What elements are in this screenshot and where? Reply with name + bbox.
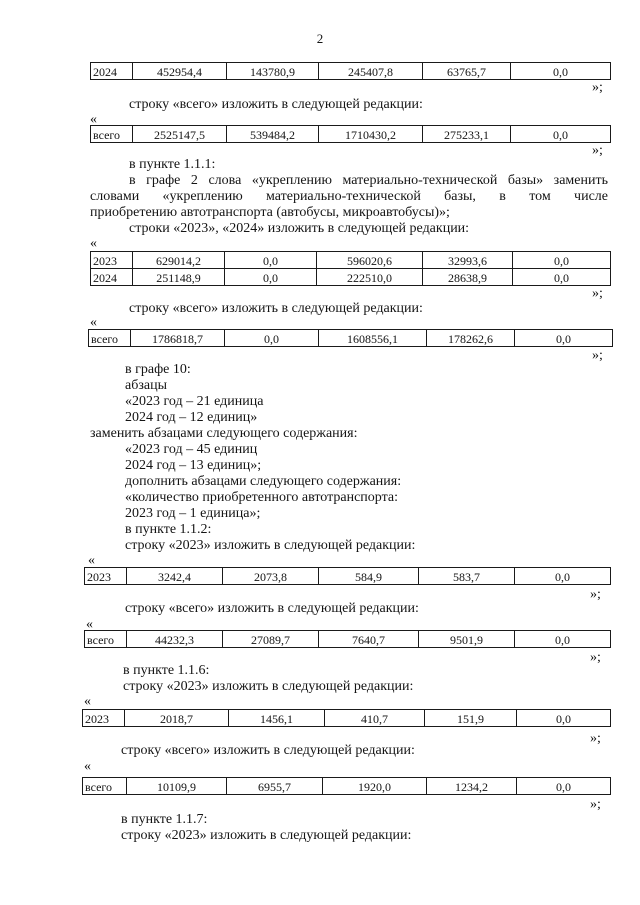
table-cell: 0,0 — [513, 269, 611, 286]
table-cell: 0,0 — [511, 126, 611, 143]
instruction-line: в пункте 1.1.2: — [125, 522, 212, 537]
table-cell: 3242,4 — [127, 568, 223, 585]
table-cell: всего — [91, 126, 133, 143]
table-cell: 0,0 — [225, 330, 319, 347]
table-cell: 63765,7 — [423, 63, 511, 80]
closing-quote: »; — [592, 286, 603, 301]
table-cell: 584,9 — [319, 568, 419, 585]
table-row — [91, 269, 611, 286]
table-cell: 0,0 — [225, 252, 317, 269]
table-row-total — [90, 125, 611, 143]
table-rows-2023-2024 — [90, 251, 611, 286]
table-cell: 0,0 — [515, 568, 611, 585]
instruction-line: строку «2023» изложить в следующей редакции: — [123, 679, 414, 694]
table-row-total — [82, 777, 611, 795]
table-cell: 0,0 — [511, 63, 611, 80]
table-cell: 0,0 — [515, 330, 613, 347]
table-cell: 2023 — [91, 252, 133, 269]
instruction-line: строку «всего» изложить в следующей редакции: — [121, 743, 415, 758]
table-cell: 27089,7 — [223, 631, 319, 648]
paragraph-replacement — [90, 173, 608, 221]
table-cell: 32993,6 — [423, 252, 513, 269]
table-cell: 452954,4 — [133, 63, 227, 80]
table-cell: 539484,2 — [227, 126, 319, 143]
table-row-2024 — [90, 62, 611, 80]
table-cell: 1234,2 — [427, 778, 517, 795]
table-cell: 9501,9 — [419, 631, 515, 648]
table-cell: 0,0 — [517, 710, 611, 727]
table-cell: 1920,0 — [323, 778, 427, 795]
table-cell: 1786818,7 — [131, 330, 225, 347]
table-cell: 1456,1 — [229, 710, 325, 727]
table-row-2023 — [84, 567, 611, 585]
table-cell: 7640,7 — [319, 631, 419, 648]
table-cell: 151,9 — [425, 710, 517, 727]
table-cell: 2525147,5 — [133, 126, 227, 143]
instruction-line: строку «всего» изложить в следующей редакции: — [129, 301, 423, 316]
opening-quote: « — [90, 112, 97, 127]
table-cell: 629014,2 — [133, 252, 225, 269]
instruction-line: «2023 год – 21 единица — [125, 394, 264, 409]
table-cell: всего — [85, 631, 127, 648]
instruction-line: «количество приобретенного автотранспорта: — [125, 490, 398, 505]
opening-quote: « — [86, 617, 93, 632]
table-cell: 0,0 — [515, 631, 611, 648]
table-cell: 596020,6 — [317, 252, 423, 269]
table-cell: 178262,6 — [427, 330, 515, 347]
table-cell: 2024 — [91, 269, 133, 286]
instruction-line: строку «всего» изложить в следующей редакции: — [125, 601, 419, 616]
paragraph-line: в графе 2 слова «укреплению материально-технической базы» заменить — [129, 173, 608, 188]
table-cell: всего — [89, 330, 131, 347]
table-cell: 1710430,2 — [319, 126, 423, 143]
closing-quote: »; — [592, 80, 603, 95]
table-cell: 2023 — [85, 568, 127, 585]
instruction-line: в пункте 1.1.1: — [129, 157, 216, 172]
table-row — [91, 252, 611, 269]
closing-quote: »; — [592, 348, 603, 363]
closing-quote: »; — [590, 797, 601, 812]
table-cell: 2018,7 — [125, 710, 229, 727]
instruction-line: в пункте 1.1.6: — [123, 663, 210, 678]
table-cell: 10109,9 — [127, 778, 227, 795]
instruction-line: 2023 год – 1 единица»; — [125, 506, 261, 521]
table-cell: 275233,1 — [423, 126, 511, 143]
opening-quote: « — [84, 759, 91, 774]
table-cell: 251148,9 — [133, 269, 225, 286]
table-cell: 583,7 — [419, 568, 515, 585]
closing-quote: »; — [590, 650, 601, 665]
table-cell: 410,7 — [325, 710, 425, 727]
instruction-line: строку «2023» изложить в следующей редакции: — [121, 828, 412, 843]
opening-quote: « — [88, 553, 95, 568]
table-cell: 6955,7 — [227, 778, 323, 795]
opening-quote: « — [90, 236, 97, 251]
table-cell: 0,0 — [225, 269, 317, 286]
table-row-total — [84, 630, 611, 648]
paragraph-line: приобретению автотранспорта (автобусы, микроавтобусы)»; — [90, 205, 450, 220]
table-cell: всего — [83, 778, 127, 795]
table-cell: 1608556,1 — [319, 330, 427, 347]
instruction-line: абзацы — [125, 378, 167, 393]
opening-quote: « — [90, 315, 97, 330]
instruction-line: строку «всего» изложить в следующей редакции: — [129, 97, 423, 112]
closing-quote: »; — [590, 731, 601, 746]
table-cell: 245407,8 — [319, 63, 423, 80]
table-row-total — [88, 329, 613, 347]
instruction-line: дополнить абзацами следующего содержания: — [125, 474, 402, 489]
instruction-line: «2023 год – 45 единиц — [125, 442, 258, 457]
instruction-line: 2024 год – 13 единиц»; — [125, 458, 262, 473]
table-cell: 2024 — [91, 63, 133, 80]
instruction-line: строку «2023» изложить в следующей редакции: — [125, 538, 416, 553]
instruction-line: заменить абзацами следующего содержания: — [90, 426, 358, 441]
instruction-line: строки «2023», «2024» изложить в следующей редакции: — [129, 221, 470, 236]
table-cell: 222510,0 — [317, 269, 423, 286]
table-cell: 2073,8 — [223, 568, 319, 585]
table-cell: 44232,3 — [127, 631, 223, 648]
instruction-line: 2024 год – 12 единиц» — [125, 410, 258, 425]
closing-quote: »; — [590, 587, 601, 602]
opening-quote: « — [84, 694, 91, 709]
instruction-line: в пункте 1.1.7: — [121, 812, 208, 827]
instruction-line: в графе 10: — [125, 362, 191, 377]
table-cell: 0,0 — [513, 252, 611, 269]
table-cell: 143780,9 — [227, 63, 319, 80]
table-cell: 2023 — [83, 710, 125, 727]
table-row-2023 — [82, 709, 611, 727]
table-cell: 0,0 — [517, 778, 611, 795]
page-number: 2 — [316, 31, 324, 46]
closing-quote: »; — [592, 143, 603, 158]
paragraph-line: словами «укреплению материально-технической базы, в том числе — [90, 189, 608, 204]
table-cell: 28638,9 — [423, 269, 513, 286]
